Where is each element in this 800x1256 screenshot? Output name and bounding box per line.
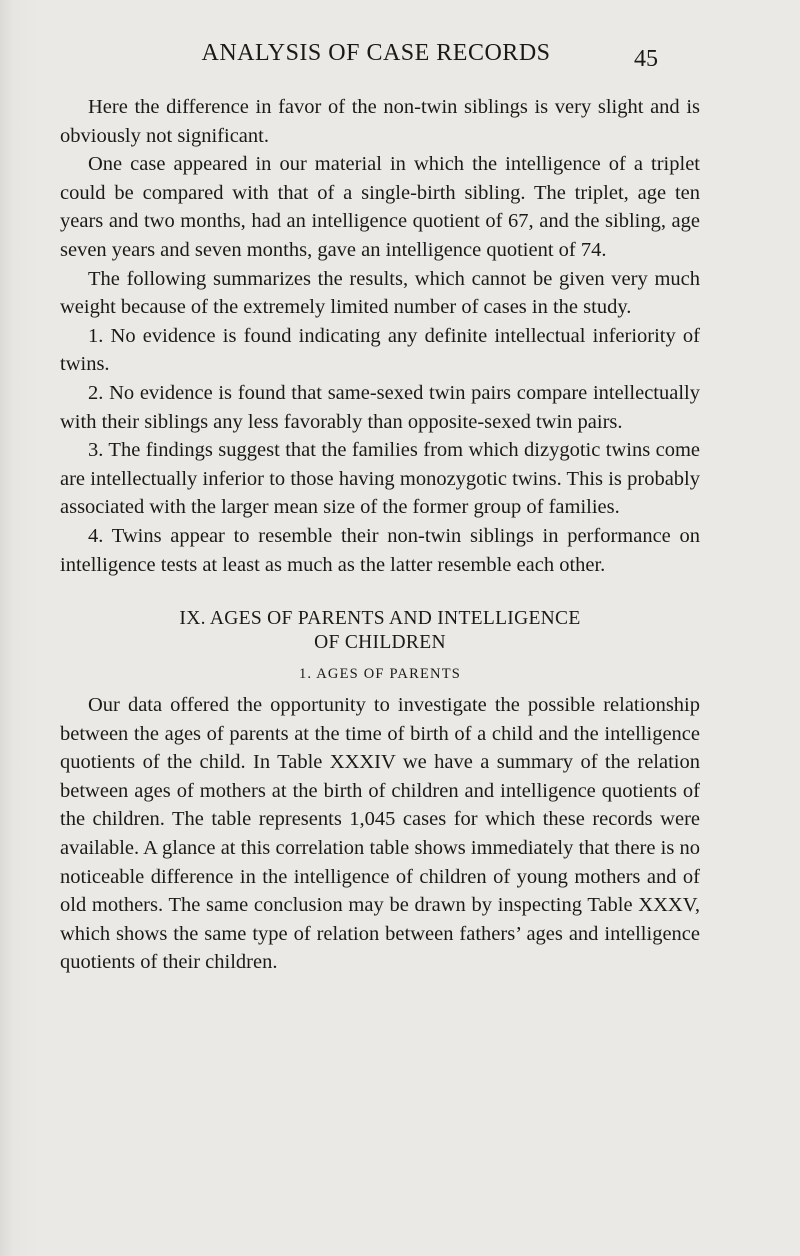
paragraph-triplet-case: One case appeared in our material in which the intelligence of a triplet could be compared with that of a single-birth sibling. The triplet, age ten years and two months, had an intelligence quotient of 67, and the sibling, age seven years and seven months, gave an intelligence quotient of 74. xyxy=(60,153,700,261)
summary-item-4: 4. Twins appear to resemble their non-twin siblings in performance on intelligence tests at least as much as the latter resemble each other. xyxy=(60,524,700,576)
paragraph-twin-sibling-difference: Here the difference in favor of the non-twin siblings is very slight and is obviously not significant. xyxy=(60,96,700,147)
section-heading-line-2: OF CHILDREN xyxy=(314,632,446,654)
subsection-heading: 1. AGES OF PARENTS xyxy=(298,666,462,683)
summary-item-2: 2. No evidence is found that same-sexed twin pairs compare intellectually with their siblings any less favorably than opposite-sexed twin pairs. xyxy=(60,381,700,433)
running-head xyxy=(0,40,800,80)
section-heading xyxy=(60,607,700,655)
running-head-title: ANALYSIS OF CASE RECORDS xyxy=(201,40,551,66)
section-heading-line-1: IX. AGES OF PARENTS AND INTELLIGENCE xyxy=(179,608,581,630)
paragraph-summary-intro: The following summarizes the results, which cannot be given very much weight because of the extremely limited number of cases in the study. xyxy=(60,267,700,319)
summary-item-3: 3. The findings suggest that the families from which dizygotic twins come are intellectually inferior to those having monozygotic twins. This is probably associated with the larger mean size of the former group of families. xyxy=(60,439,700,519)
body-text xyxy=(60,93,700,977)
summary-item-1: 1. No evidence is found indicating any definite intellectual inferiority of twins. xyxy=(60,324,700,376)
page-number: 45 xyxy=(634,46,658,72)
paragraph-ages-of-parents: Our data offered the opportunity to investigate the possible relationship between the ages of parents at the time of birth of a child and the intelligence quotients of the child. In Table XXXIV we have a summary of the relation between ages of mothers at the birth of children and intelligence quotients of the children. The table represents 1,045 cases for which these records were available. A glance at this correlation table shows immediately that there is no noticeable difference in the intelligence of children of young mothers and of old mothers. The same conclusion may be drawn by inspecting Table XXXV, which shows the same type of relation between fathers’ ages and intelligence quotients of their children. xyxy=(60,694,700,974)
